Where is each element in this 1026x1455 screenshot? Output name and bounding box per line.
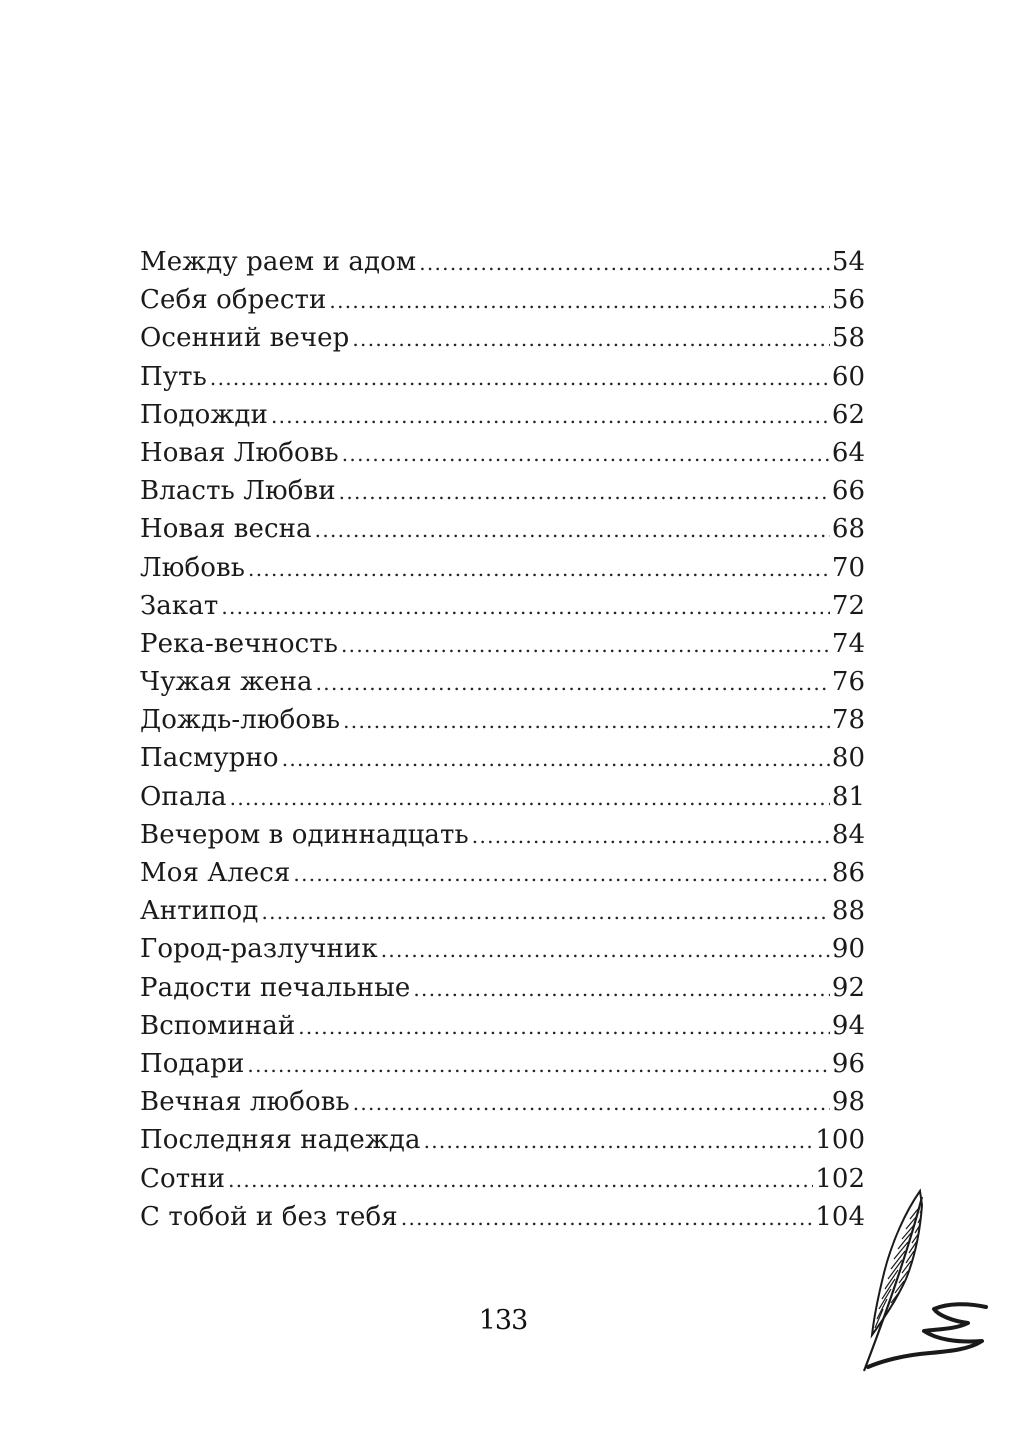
toc-dot-leader [413,970,830,1008]
toc-entry[interactable] [140,969,865,1007]
toc-entry-page: 72 [831,590,865,621]
toc-entry-title: Путь [140,361,207,392]
toc-entry-title: Подари [140,1048,245,1079]
toc-entry-page: 76 [831,667,865,698]
toc-entry-page: 94 [831,1010,865,1041]
toc-entry-title: Себя обрести [140,285,327,316]
toc-entry-page: 81 [831,781,865,812]
toc-dot-leader [261,893,829,931]
toc-entry[interactable] [140,281,865,319]
toc-entry-page: 98 [831,1087,865,1118]
toc-dot-leader [210,359,830,397]
toc-entry-title: Вечером в одиннадцать [140,819,469,850]
toc-dot-leader [230,779,830,817]
toc-entry[interactable] [140,1045,865,1083]
toc-entry[interactable] [140,663,865,701]
toc-dot-leader [342,435,830,473]
toc-entry-title: Вспоминай [140,1010,296,1041]
toc-dot-leader [298,1008,830,1046]
toc-entry-page: 54 [831,247,865,277]
toc-entry[interactable] [140,930,865,968]
toc-dot-leader [424,1122,814,1160]
toc-entry[interactable] [140,701,865,739]
toc-entry-title: Моя Алеся [140,858,291,888]
toc-entry-title: Город-разлучник [140,934,378,965]
toc-entry[interactable] [140,778,865,816]
toc-entry-page: 62 [831,399,865,430]
toc-entry-page: 64 [831,437,865,468]
toc-entry[interactable] [140,854,865,892]
toc-entry-page: 104 [815,1201,865,1232]
toc-entry[interactable] [140,549,865,587]
toc-entry-page: 56 [831,285,865,316]
toc-entry-page: 100 [815,1125,865,1156]
toc-entry-page: 92 [831,972,865,1003]
toc-entry-page: 88 [831,896,865,927]
toc-dot-leader [282,740,830,778]
toc-dot-leader [248,550,830,588]
toc-dot-leader [271,397,830,435]
toc-dot-leader [419,244,830,282]
toc-entry-page: 66 [831,476,865,507]
toc-entry[interactable] [140,434,865,472]
toc-entry-title: Последняя надежда [140,1125,421,1156]
toc-entry-page: 78 [831,705,865,736]
toc-entry-title: Вечная любовь [140,1087,350,1118]
toc-entry[interactable] [140,1121,865,1159]
toc-entry-title: С тобой и без тебя [140,1201,398,1232]
toc-dot-leader [352,320,830,358]
toc-entry-page: 84 [831,819,865,850]
toc-entry[interactable] [140,816,865,854]
toc-entry[interactable] [140,396,865,434]
toc-entry[interactable] [140,510,865,548]
toc-entry[interactable] [140,1007,865,1045]
toc-entry[interactable] [140,587,865,625]
toc-entry[interactable] [140,1083,865,1121]
toc-dot-leader [472,817,830,855]
toc-entry-title: Власть Любви [140,476,336,507]
toc-entry-title: Новая весна [140,514,312,545]
toc-dot-leader [343,702,830,740]
page-number: 133 [478,1305,528,1336]
toc-entry-title: Подожди [140,399,268,430]
toc-dot-leader [339,473,830,511]
toc-entry-page: 80 [831,743,865,774]
toc-dot-leader [329,282,829,320]
toc-entry-page: 60 [831,361,865,392]
toc-entry[interactable] [140,1198,865,1236]
toc-entry[interactable] [140,358,865,396]
toc-entry-page: 58 [831,323,865,354]
toc-entry[interactable] [140,1160,865,1198]
toc-dot-leader [353,1084,830,1122]
toc-entry[interactable] [140,892,865,930]
toc-entry-page: 102 [815,1163,865,1194]
toc-entry-title: Чужая жена [140,667,313,698]
toc-entry[interactable] [140,739,865,777]
toc-entry-title: Радости печальные [140,972,411,1003]
toc-entry-page: 90 [831,934,865,965]
toc-dot-leader [315,511,830,549]
toc-dot-leader [316,664,830,702]
toc-entry-title: Река-вечность [140,628,339,659]
toc-entry-page: 74 [831,628,865,659]
toc-dot-leader [247,1046,829,1084]
toc-entry-page: 70 [831,552,865,583]
toc-entry-title: Опала [140,781,227,812]
toc-entry-page: 96 [831,1048,865,1079]
toc-dot-leader [381,931,830,969]
table-of-contents [140,243,865,1236]
toc-entry-title: Осенний вечер [140,323,350,354]
toc-entry-title: Антипод [140,896,259,927]
toc-entry-title: Сотни [140,1163,226,1194]
toc-entry[interactable] [140,319,865,357]
toc-dot-leader [293,855,830,893]
toc-entry-title: Дождь-любовь [140,705,341,736]
toc-entry-title: Между раем и адом [140,247,417,277]
toc-entry[interactable] [140,625,865,663]
toc-entry-page: 86 [831,858,865,888]
toc-entry[interactable] [140,472,865,510]
toc-entry-title: Пасмурно [140,743,279,774]
toc-entry-title: Закат [140,590,219,621]
toc-entry-title: Новая Любовь [140,437,339,468]
toc-entry-page: 68 [831,514,865,545]
toc-dot-leader [341,626,830,664]
toc-dot-leader [401,1199,814,1237]
toc-entry[interactable] [140,243,865,281]
toc-entry-title: Любовь [140,552,246,583]
toc-dot-leader [228,1161,813,1199]
quill-pen-icon [852,1183,994,1379]
toc-dot-leader [221,588,830,626]
